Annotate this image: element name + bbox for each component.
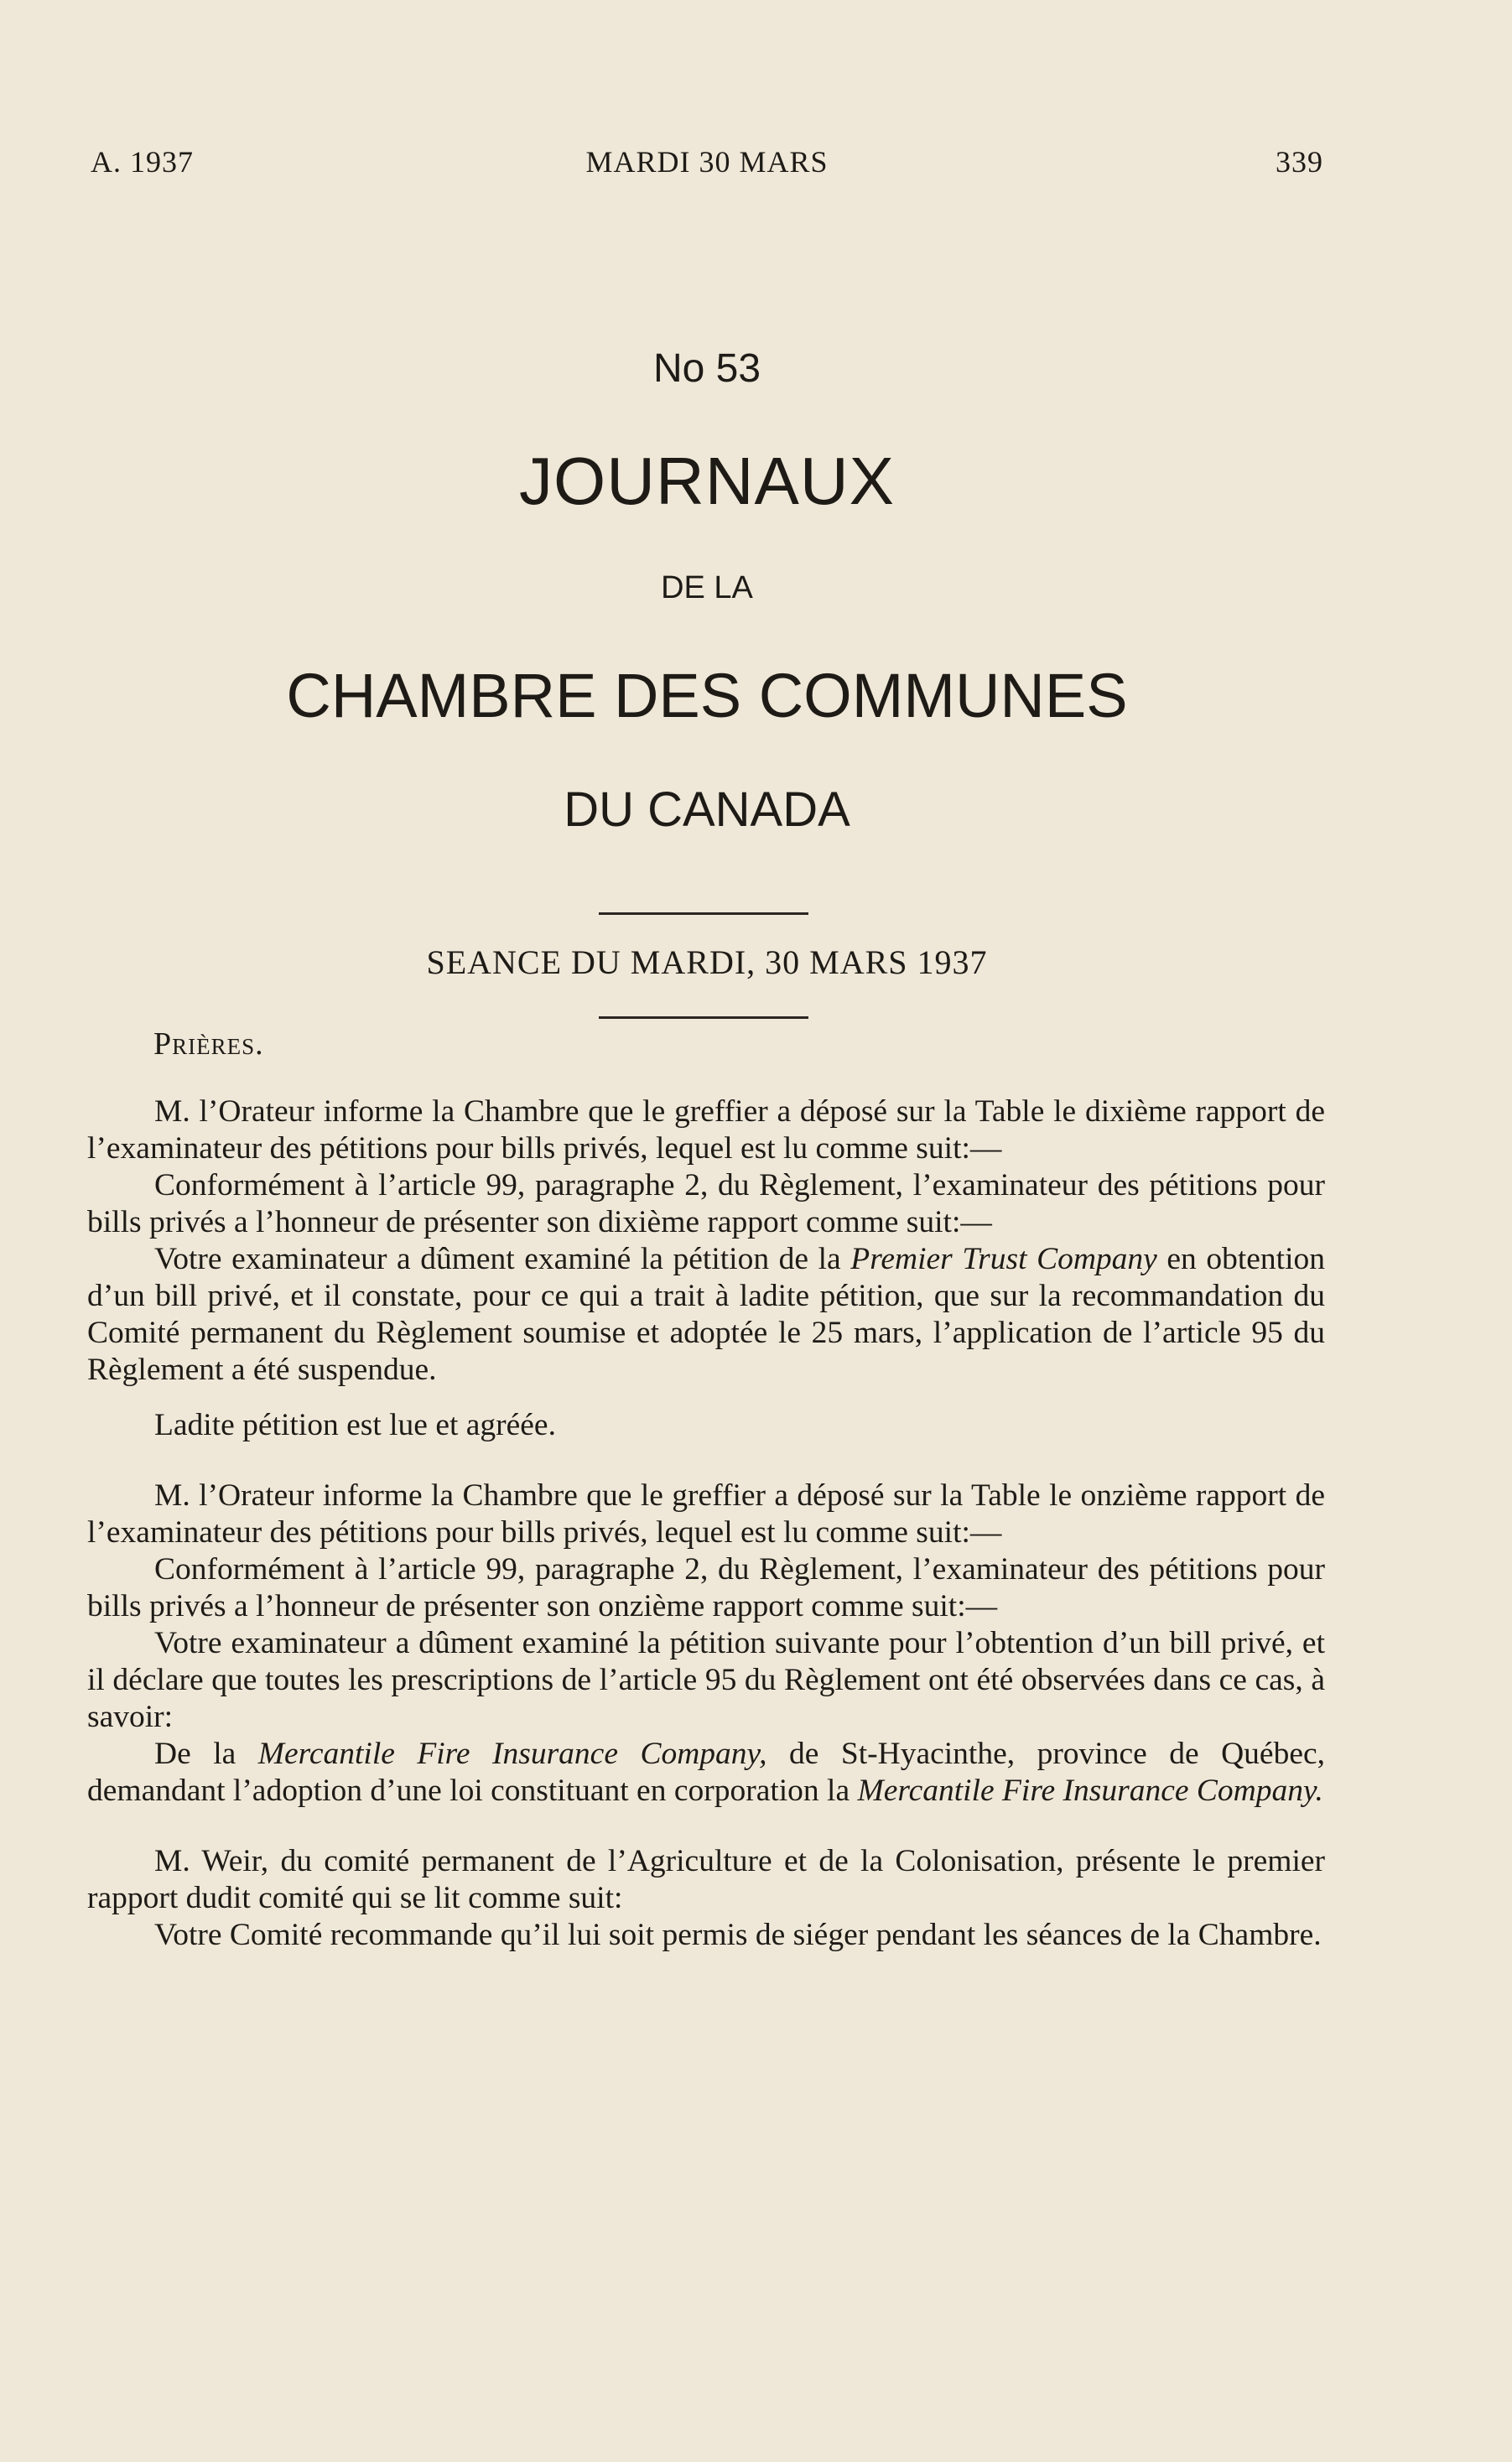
header-year: A. 1937	[91, 145, 194, 179]
text-run: De la	[154, 1737, 258, 1771]
paragraph: M. Weir, du comité permanent de l’Agriculture et de la Colonisation, présente le premier rapport dudit comité qui se lit comme suit:	[87, 1844, 1325, 1915]
paragraph: Votre examinateur a dûment examiné la pétition suivante pour l’obtention d’un bill privé, et il déclare que toutes les prescriptions de l’article 95 du Règlement ont été observées dans ce cas, à savoir:	[87, 1626, 1325, 1734]
title-connector: DE LA	[661, 570, 753, 605]
session-title: SEANCE DU MARDI, 30 MARS 1937	[426, 943, 988, 981]
journal-body	[87, 1093, 1325, 1954]
country-title: DU CANADA	[564, 782, 850, 837]
paragraph: Conformément à l’article 99, paragraphe 2, du Règlement, l’examinateur des pétitions pour bills privés a l’honneur de présenter son onzième rapport comme suit:—	[87, 1552, 1325, 1623]
company-name: Premier Trust Company	[850, 1242, 1157, 1276]
divider-top	[599, 912, 808, 915]
header-date: MARDI 30 MARS	[585, 145, 829, 179]
page-number: 339	[1276, 145, 1323, 179]
company-name: Mercantile Fire Insurance Company,	[257, 1737, 767, 1771]
journal-title: JOURNAUX	[518, 444, 896, 518]
paragraph: M. l’Orateur informe la Chambre que le greffier a déposé sur la Table le onzième rapport de l’examinateur des pétitions pour bills privés, lequel est lu comme suit:—	[87, 1478, 1325, 1550]
company-name: Mercantile Fire Insurance Company.	[857, 1774, 1323, 1808]
paragraph: Votre Comité recommande qu’il lui soit permis de siéger pendant les séances de la Chambre.	[154, 1918, 1322, 1952]
text-run: en obtention d’un bill privé, et il constate, pour ce qui a trait à ladite pétition, que sur la recommandation du Comité permanent du Règlement soumise et adoptée le 25 mars, l’application de l’article 95 du Règlement a été suspendue.	[87, 1242, 1326, 1387]
paragraph	[87, 1736, 1325, 1810]
paragraph: Conformément à l’article 99, paragraphe 2, du Règlement, l’examinateur des pétitions pour bills privés a l’honneur de présenter son dixième rapport comme suit:—	[87, 1168, 1325, 1239]
text-run: de St-Hyacinthe, province de Québec, demandant l’adoption d’une loi constituant en corporation la	[87, 1737, 1325, 1808]
issue-number: No 53	[652, 346, 761, 391]
paragraph	[87, 1241, 1325, 1389]
text-run: Votre examinateur a dûment examiné la pétition de la	[154, 1242, 851, 1276]
prayers-heading: Prières.	[153, 1026, 264, 1062]
paragraph: M. l’Orateur informe la Chambre que le greffier a déposé sur la Table le dixième rapport de l’examinateur des pétitions pour bills privés, lequel est lu comme suit:—	[87, 1094, 1325, 1166]
chamber-title: CHAMBRE DES COMMUNES	[286, 661, 1128, 730]
paragraph: Ladite pétition est lue et agréée.	[154, 1408, 556, 1442]
divider-bottom	[599, 1016, 808, 1019]
